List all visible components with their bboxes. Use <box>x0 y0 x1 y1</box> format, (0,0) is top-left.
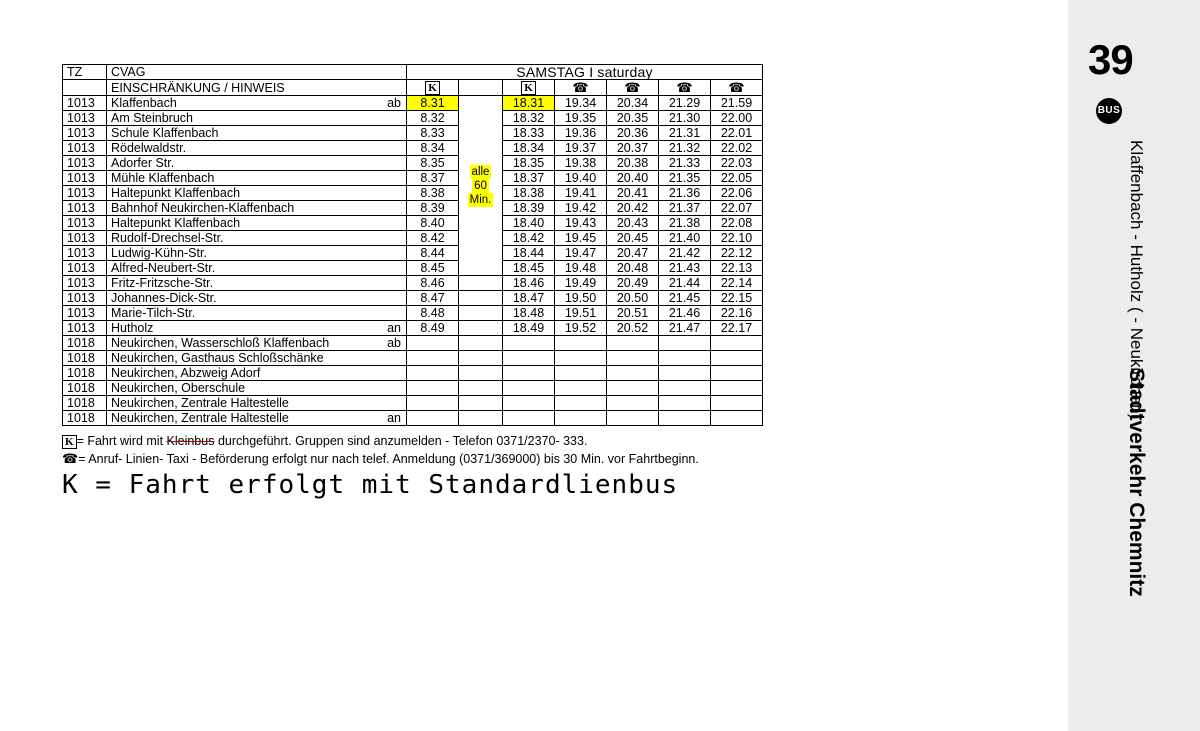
header-day: SAMSTAG I saturday <box>407 65 763 80</box>
row-tz: 1013 <box>63 96 107 111</box>
row-stop <box>107 126 407 141</box>
row-time: 18.34 <box>503 141 555 156</box>
row-time-empty <box>607 411 659 426</box>
row-time: 18.44 <box>503 246 555 261</box>
footnote-anruftaxi-text: = Anruf- Linien- Taxi - Beförderung erfolgt nur nach telef. Anmeldung (0371/369000) bis 30 Min. vor Fahrtbeginn. <box>78 452 699 466</box>
row-time: 18.45 <box>503 261 555 276</box>
row-time: 8.42 <box>407 231 459 246</box>
row-time-empty <box>607 351 659 366</box>
row-stop <box>107 171 407 186</box>
table-subheader-row <box>63 80 763 96</box>
row-time: 21.35 <box>659 171 711 186</box>
row-stop-label: Neukirchen, Zentrale Haltestelle <box>111 396 289 410</box>
row-interval-empty <box>459 276 503 291</box>
row-stop-label: Ludwig-Kühn-Str. <box>111 246 207 260</box>
row-time: 19.52 <box>555 321 607 336</box>
row-time-empty <box>607 366 659 381</box>
row-time: 19.41 <box>555 186 607 201</box>
row-time: 22.17 <box>711 321 763 336</box>
row-stop-label: Haltepunkt Klaffenbach <box>111 216 241 230</box>
row-stop <box>107 411 407 426</box>
header-tz: TZ <box>63 65 107 80</box>
column-icon-empty <box>459 80 503 96</box>
row-time: 22.05 <box>711 171 763 186</box>
row-time: 20.35 <box>607 111 659 126</box>
row-stop <box>107 306 407 321</box>
row-time-empty <box>711 396 763 411</box>
row-stop <box>107 261 407 276</box>
table-row <box>63 411 763 426</box>
row-time: 19.35 <box>555 111 607 126</box>
row-time: 20.43 <box>607 216 659 231</box>
route-number: 39 <box>1088 36 1133 83</box>
row-time-empty <box>555 351 607 366</box>
interval-note-line1: alle <box>471 165 490 178</box>
row-interval-empty <box>459 306 503 321</box>
row-time: 21.47 <box>659 321 711 336</box>
row-time: 8.39 <box>407 201 459 216</box>
row-tz: 1018 <box>63 396 107 411</box>
row-tz: 1018 <box>63 351 107 366</box>
footnote-kleinbus-suffix: durchgeführt. Gruppen sind anzumelden - Telefon 0371/2370- 333. <box>214 434 588 448</box>
row-stop <box>107 396 407 411</box>
row-interval-empty <box>459 396 503 411</box>
row-stop <box>107 96 407 111</box>
row-time: 21.37 <box>659 201 711 216</box>
brand-label: Stadtverkehr Chemnitz <box>1125 368 1148 597</box>
row-interval-empty <box>459 411 503 426</box>
row-tz: 1013 <box>63 261 107 276</box>
row-time: 21.36 <box>659 186 711 201</box>
row-time: 22.15 <box>711 291 763 306</box>
kleinbus-icon: K <box>425 81 440 95</box>
table-row <box>63 231 763 246</box>
row-tz: 1013 <box>63 276 107 291</box>
row-time: 19.45 <box>555 231 607 246</box>
row-tz: 1013 <box>63 306 107 321</box>
row-stop <box>107 321 407 336</box>
row-time: 19.43 <box>555 216 607 231</box>
row-stop-label: Schule Klaffenbach <box>111 126 219 140</box>
table-row <box>63 96 763 111</box>
row-time-empty <box>555 336 607 351</box>
column-icon-phone-1: ☎ <box>555 80 607 96</box>
row-time: 20.36 <box>607 126 659 141</box>
row-time-empty <box>555 411 607 426</box>
row-time: 22.06 <box>711 186 763 201</box>
row-time: 20.42 <box>607 201 659 216</box>
row-stop <box>107 201 407 216</box>
row-stop <box>107 216 407 231</box>
row-stop-label: Alfred-Neubert-Str. <box>111 261 216 275</box>
row-time: 21.43 <box>659 261 711 276</box>
table-row <box>63 306 763 321</box>
row-time: 20.34 <box>607 96 659 111</box>
row-time: 8.49 <box>407 321 459 336</box>
row-time: 22.07 <box>711 201 763 216</box>
row-stop <box>107 336 407 351</box>
row-time: 19.48 <box>555 261 607 276</box>
row-time: 21.31 <box>659 126 711 141</box>
row-time-empty <box>503 366 555 381</box>
row-stop-label: Neukirchen, Gasthaus Schloßschänke <box>111 351 324 365</box>
route-description: Klaffenbach - Hutholz ( - Neukirchen) <box>1127 140 1146 420</box>
row-interval-empty <box>459 336 503 351</box>
row-time: 19.36 <box>555 126 607 141</box>
table-row <box>63 186 763 201</box>
table-row <box>63 171 763 186</box>
row-time-empty <box>659 351 711 366</box>
row-time: 18.35 <box>503 156 555 171</box>
row-tz: 1013 <box>63 141 107 156</box>
bus-icon: BUS <box>1096 98 1122 124</box>
row-time: 20.40 <box>607 171 659 186</box>
table-row <box>63 336 763 351</box>
row-time: 19.38 <box>555 156 607 171</box>
row-time-empty <box>503 396 555 411</box>
row-time: 22.12 <box>711 246 763 261</box>
row-tz: 1013 <box>63 216 107 231</box>
row-time-empty <box>659 336 711 351</box>
row-stop <box>107 156 407 171</box>
row-time: 21.42 <box>659 246 711 261</box>
column-icon-kleinbus-1 <box>407 80 459 96</box>
row-time: 8.47 <box>407 291 459 306</box>
row-time: 8.46 <box>407 276 459 291</box>
row-time: 19.37 <box>555 141 607 156</box>
row-time-empty <box>711 366 763 381</box>
row-time-empty <box>407 366 459 381</box>
row-tz: 1018 <box>63 366 107 381</box>
sidebar <box>1068 0 1200 731</box>
row-time: 22.08 <box>711 216 763 231</box>
table-row <box>63 321 763 336</box>
kleinbus-icon: K <box>521 81 536 95</box>
row-interval-empty <box>459 291 503 306</box>
table-row <box>63 351 763 366</box>
row-time: 20.37 <box>607 141 659 156</box>
row-stop <box>107 276 407 291</box>
row-time: 8.33 <box>407 126 459 141</box>
row-time: 22.02 <box>711 141 763 156</box>
row-time: 8.45 <box>407 261 459 276</box>
row-time: 8.32 <box>407 111 459 126</box>
footnote-kleinbus <box>62 433 922 450</box>
row-time: 18.48 <box>503 306 555 321</box>
row-time: 8.40 <box>407 216 459 231</box>
column-icon-phone-2: ☎ <box>607 80 659 96</box>
row-mark: an <box>387 411 401 425</box>
row-tz: 1018 <box>63 336 107 351</box>
row-time: 21.33 <box>659 156 711 171</box>
row-time: 22.10 <box>711 231 763 246</box>
phone-icon: ☎ <box>62 451 79 466</box>
table-row <box>63 381 763 396</box>
row-stop <box>107 246 407 261</box>
row-stop-label: Hutholz <box>111 321 154 335</box>
row-stop <box>107 141 407 156</box>
timetable <box>62 64 763 426</box>
row-stop-label: Haltepunkt Klaffenbach <box>111 186 241 200</box>
row-time: 20.52 <box>607 321 659 336</box>
table-row <box>63 291 763 306</box>
row-stop-label: Rödelwaldstr. <box>111 141 187 155</box>
row-time: 22.13 <box>711 261 763 276</box>
row-time: 18.31 <box>503 96 555 111</box>
row-time: 19.50 <box>555 291 607 306</box>
row-stop-label: Marie-Tilch-Str. <box>111 306 196 320</box>
row-time: 8.44 <box>407 246 459 261</box>
row-stop-label: Neukirchen, Oberschule <box>111 381 246 395</box>
row-time-empty <box>503 351 555 366</box>
row-time: 19.49 <box>555 276 607 291</box>
row-time: 20.51 <box>607 306 659 321</box>
row-tz: 1013 <box>63 201 107 216</box>
row-time: 20.45 <box>607 231 659 246</box>
row-time-empty <box>607 381 659 396</box>
row-stop <box>107 366 407 381</box>
row-time-empty <box>711 351 763 366</box>
row-tz: 1013 <box>63 111 107 126</box>
row-time: 20.38 <box>607 156 659 171</box>
row-time: 8.48 <box>407 306 459 321</box>
row-time-empty <box>659 396 711 411</box>
row-time: 8.37 <box>407 171 459 186</box>
table-row <box>63 366 763 381</box>
row-time-empty <box>503 336 555 351</box>
row-tz: 1013 <box>63 171 107 186</box>
row-tz: 1013 <box>63 321 107 336</box>
row-time-empty <box>555 381 607 396</box>
row-time: 22.03 <box>711 156 763 171</box>
row-time: 21.29 <box>659 96 711 111</box>
row-mark: an <box>387 321 401 335</box>
row-stop-label: Fritz-Fritzsche-Str. <box>111 276 214 290</box>
footnote-kleinbus-struck: Kleinbus <box>166 434 215 448</box>
row-time: 22.00 <box>711 111 763 126</box>
timetable-body <box>63 65 763 426</box>
table-row <box>63 246 763 261</box>
subheader-tz-empty <box>63 80 107 96</box>
row-time-empty <box>555 366 607 381</box>
row-time: 19.47 <box>555 246 607 261</box>
row-time-empty <box>711 336 763 351</box>
column-icon-phone-3: ☎ <box>659 80 711 96</box>
row-time-empty <box>407 411 459 426</box>
row-time: 21.32 <box>659 141 711 156</box>
row-tz: 1013 <box>63 231 107 246</box>
row-time: 21.38 <box>659 216 711 231</box>
row-stop <box>107 111 407 126</box>
row-stop-label: Am Steinbruch <box>111 111 193 125</box>
row-time-empty <box>659 411 711 426</box>
row-stop-label: Rudolf-Drechsel-Str. <box>111 231 224 245</box>
footnotes <box>62 432 922 468</box>
row-time: 21.59 <box>711 96 763 111</box>
row-time: 21.44 <box>659 276 711 291</box>
row-time-empty <box>711 411 763 426</box>
row-time: 22.16 <box>711 306 763 321</box>
row-stop-label: Johannes-Dick-Str. <box>111 291 217 305</box>
row-time-empty <box>407 336 459 351</box>
table-header-row <box>63 65 763 80</box>
row-time: 18.46 <box>503 276 555 291</box>
row-stop-label: Bahnhof Neukirchen-Klaffenbach <box>111 201 295 215</box>
table-row <box>63 201 763 216</box>
row-time-empty <box>503 411 555 426</box>
row-interval-empty <box>459 381 503 396</box>
row-time: 20.48 <box>607 261 659 276</box>
sidebar-inner <box>1068 0 1200 731</box>
row-time: 18.38 <box>503 186 555 201</box>
table-row <box>63 141 763 156</box>
row-time: 18.37 <box>503 171 555 186</box>
row-time-empty <box>711 381 763 396</box>
table-row <box>63 396 763 411</box>
row-time: 20.49 <box>607 276 659 291</box>
row-interval-empty <box>459 351 503 366</box>
row-interval-empty <box>459 321 503 336</box>
table-row <box>63 216 763 231</box>
row-time: 20.50 <box>607 291 659 306</box>
row-time: 18.32 <box>503 111 555 126</box>
row-tz: 1013 <box>63 126 107 141</box>
column-icon-phone-4: ☎ <box>711 80 763 96</box>
row-time: 18.40 <box>503 216 555 231</box>
row-time: 19.34 <box>555 96 607 111</box>
table-row <box>63 126 763 141</box>
row-stop-label: Mühle Klaffenbach <box>111 171 215 185</box>
row-stop <box>107 231 407 246</box>
table-row <box>63 276 763 291</box>
row-time: 18.47 <box>503 291 555 306</box>
row-time: 21.30 <box>659 111 711 126</box>
interval-note-line2: 60 <box>474 179 487 192</box>
row-time-empty <box>555 396 607 411</box>
table-row <box>63 261 763 276</box>
row-mark: ab <box>387 336 401 350</box>
row-time: 18.42 <box>503 231 555 246</box>
interval-note <box>459 96 503 276</box>
row-stop <box>107 351 407 366</box>
row-tz: 1013 <box>63 156 107 171</box>
row-stop-label: Neukirchen, Zentrale Haltestelle <box>111 411 289 425</box>
interval-note-wrap <box>463 165 498 207</box>
row-stop-label: Neukirchen, Abzweig Adorf <box>111 366 261 380</box>
column-icon-kleinbus-2 <box>503 80 555 96</box>
row-time: 21.45 <box>659 291 711 306</box>
subheader-restriction: EINSCHRÄNKUNG / HINWEIS <box>107 80 407 96</box>
row-time-empty <box>607 336 659 351</box>
row-time-empty <box>607 396 659 411</box>
row-time-empty <box>659 366 711 381</box>
row-stop-label: Neukirchen, Wasserschloß Klaffenbach <box>111 336 330 350</box>
table-row <box>63 156 763 171</box>
row-stop-label: Klaffenbach <box>111 96 177 110</box>
row-stop <box>107 381 407 396</box>
row-time: 8.38 <box>407 186 459 201</box>
footnote-kleinbus-prefix: = Fahrt wird mit <box>76 434 167 448</box>
footnote-anruftaxi <box>62 451 922 468</box>
row-stop <box>107 186 407 201</box>
row-time: 18.39 <box>503 201 555 216</box>
row-time-empty <box>407 351 459 366</box>
row-interval-empty <box>459 366 503 381</box>
row-time: 21.40 <box>659 231 711 246</box>
row-tz: 1018 <box>63 381 107 396</box>
row-time-empty <box>407 381 459 396</box>
interval-note-line3: Min. <box>469 193 492 206</box>
row-time-empty <box>503 381 555 396</box>
kleinbus-icon: K <box>62 435 77 449</box>
row-mark: ab <box>387 96 401 110</box>
table-row <box>63 111 763 126</box>
row-stop <box>107 291 407 306</box>
row-time: 8.34 <box>407 141 459 156</box>
row-tz: 1013 <box>63 246 107 261</box>
handwritten-note: K = Fahrt erfolgt mit Standardlienbus <box>62 470 679 500</box>
row-stop-label: Adorfer Str. <box>111 156 175 170</box>
row-time: 20.41 <box>607 186 659 201</box>
row-time: 8.31 <box>407 96 459 111</box>
row-time: 19.42 <box>555 201 607 216</box>
row-time: 20.47 <box>607 246 659 261</box>
row-time: 18.49 <box>503 321 555 336</box>
row-tz: 1013 <box>63 291 107 306</box>
row-time: 19.40 <box>555 171 607 186</box>
row-time: 21.46 <box>659 306 711 321</box>
row-time-empty <box>407 396 459 411</box>
row-tz: 1018 <box>63 411 107 426</box>
row-time: 18.33 <box>503 126 555 141</box>
row-time: 22.01 <box>711 126 763 141</box>
row-time-empty <box>659 381 711 396</box>
row-time: 22.14 <box>711 276 763 291</box>
row-time: 8.35 <box>407 156 459 171</box>
row-tz: 1013 <box>63 186 107 201</box>
row-time: 19.51 <box>555 306 607 321</box>
header-operator: CVAG <box>107 65 407 80</box>
